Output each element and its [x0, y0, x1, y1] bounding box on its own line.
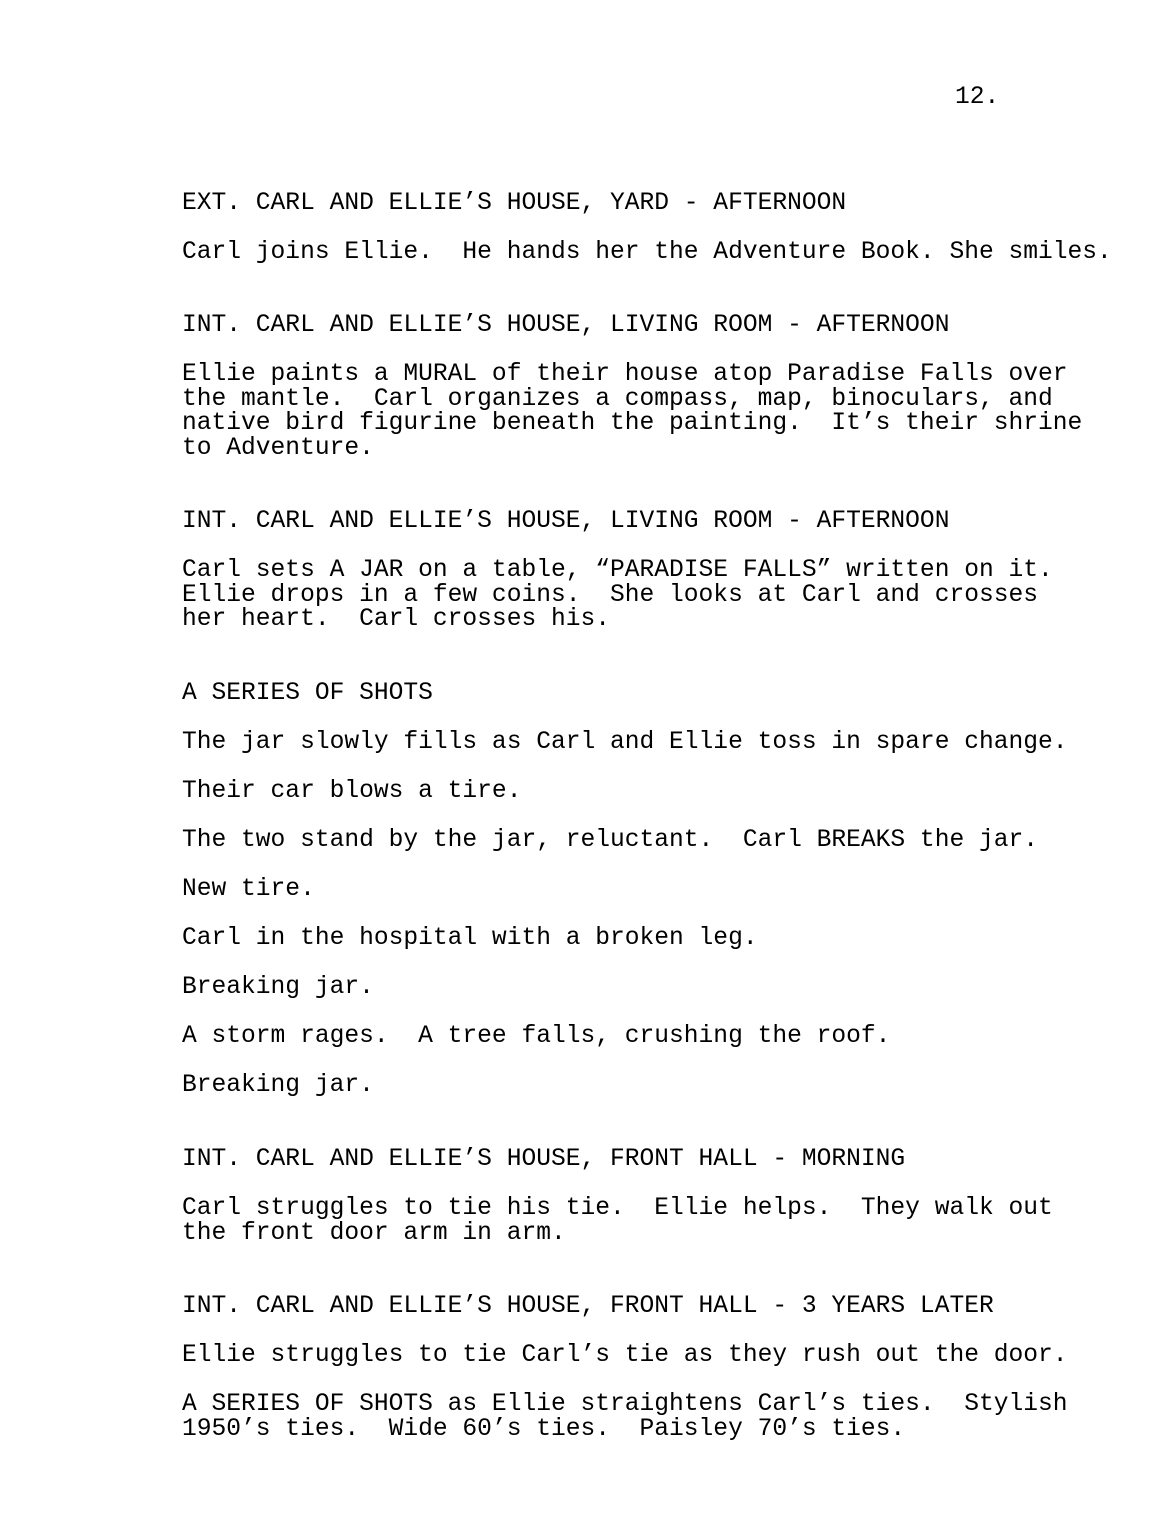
action-rush-out: Ellie struggles to tie Carl’s tie as they rush out the door. — [182, 1342, 1068, 1369]
action-line: native bird figurine beneath the painting. It’s their shrine — [182, 410, 1083, 437]
scene-heading-series: A SERIES OF SHOTS — [182, 680, 433, 707]
action-line: Carl struggles to tie his tie. Ellie helps. They walk out — [182, 1195, 1053, 1222]
action-line: Carl sets A JAR on a table, “PARADISE FALLS” written on it. — [182, 557, 1053, 584]
scene-heading-living-room-1: INT. CARL AND ELLIE’S HOUSE, LIVING ROOM - AFTERNOON — [182, 312, 950, 339]
action-storm: A storm rages. A tree falls, crushing the roof. — [182, 1023, 891, 1050]
action-hospital: Carl in the hospital with a broken leg. — [182, 925, 758, 952]
action-jar-fills: The jar slowly fills as Carl and Ellie toss in spare change. — [182, 729, 1068, 756]
action-breaks-jar: The two stand by the jar, reluctant. Carl BREAKS the jar. — [182, 827, 1039, 854]
action-adventure-book: Carl joins Ellie. He hands her the Adventure Book. She smiles. — [182, 239, 1112, 266]
action-line: to Adventure. — [182, 434, 374, 462]
scene-heading-front-hall-later: INT. CARL AND ELLIE’S HOUSE, FRONT HALL - 3 YEARS LATER — [182, 1293, 994, 1320]
action-new-tire: New tire. — [182, 876, 315, 903]
scene-heading-front-hall-morning: INT. CARL AND ELLIE’S HOUSE, FRONT HALL - MORNING — [182, 1146, 906, 1173]
action-mural — [182, 363, 1142, 461]
action-line: 1950’s ties. Wide 60’s ties. Paisley 70’s ties. — [182, 1415, 906, 1443]
action-series-ties — [182, 1393, 1142, 1442]
action-line: her heart. Carl crosses his. — [182, 606, 611, 633]
action-line: the mantle. Carl organizes a compass, map, binoculars, and — [182, 385, 1053, 413]
action-tie-his-tie — [182, 1197, 1142, 1246]
action-blows-tire: Their car blows a tire. — [182, 778, 522, 805]
action-line: Ellie drops in a few coins. She looks at Carl and crosses — [182, 581, 1039, 609]
action-line: A SERIES OF SHOTS as Ellie straightens Carl’s ties. Stylish — [182, 1391, 1068, 1418]
action-breaking-jar-2: Breaking jar. — [182, 1072, 374, 1099]
scene-heading-yard: EXT. CARL AND ELLIE’S HOUSE, YARD - AFTERNOON — [182, 190, 847, 217]
action-line: the front door arm in arm. — [182, 1219, 566, 1247]
action-breaking-jar-1: Breaking jar. — [182, 974, 374, 1001]
scene-heading-living-room-2: INT. CARL AND ELLIE’S HOUSE, LIVING ROOM - AFTERNOON — [182, 508, 950, 535]
action-line: Ellie paints a MURAL of their house atop Paradise Falls over — [182, 361, 1068, 388]
page-number: 12. — [955, 84, 1000, 111]
action-jar — [182, 559, 1142, 633]
